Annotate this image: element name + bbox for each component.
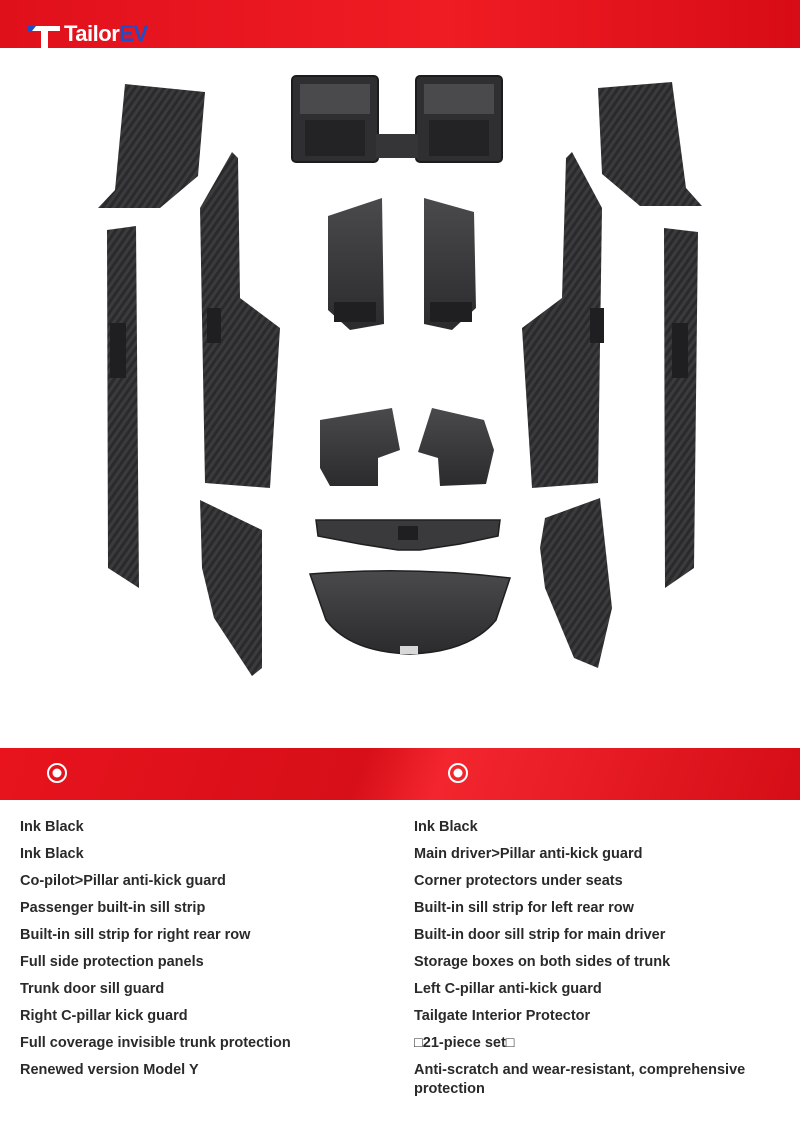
spec-item: Built-in sill strip for left rear row xyxy=(414,900,634,916)
right-c-pillar-guard xyxy=(540,498,612,668)
spec-item: Trunk door sill guard xyxy=(20,981,165,997)
target-icon xyxy=(447,762,469,784)
tailgate-interior-protector xyxy=(310,571,510,654)
interior-protector-set-icon xyxy=(0,48,800,748)
brand-wordmark xyxy=(64,20,148,48)
spec-list xyxy=(0,800,800,1125)
spec-item: Corner protectors under seats xyxy=(414,873,623,889)
spec-item: Passenger built-in sill strip xyxy=(20,900,206,916)
spec-item: Ink Black xyxy=(414,819,478,835)
spec-item: Right C-pillar kick guard xyxy=(20,1008,188,1024)
left-c-pillar-guard xyxy=(200,500,262,676)
logo-mark-icon xyxy=(26,20,62,48)
spec-column-left xyxy=(20,818,390,1088)
right-trunk-storage-box xyxy=(418,408,494,486)
spec-item: Main driver>Pillar anti-kick guard xyxy=(414,846,643,862)
section-banner xyxy=(0,748,800,800)
spec-item: Tailgate Interior Protector xyxy=(414,1008,591,1024)
spec-item: Anti-scratch and wear-resistant, comprehensive protection xyxy=(414,1062,746,1097)
spec-item: Full coverage invisible trunk protection xyxy=(20,1035,291,1051)
spec-item: Ink Black xyxy=(20,846,84,862)
left-trunk-storage-box xyxy=(320,408,400,486)
spec-item: Renewed version Model Y xyxy=(20,1062,199,1078)
spec-item: Storage boxes on both sides of trunk xyxy=(414,954,671,970)
brand-logo xyxy=(26,18,148,48)
target-icon xyxy=(46,762,68,784)
brand-name-accent: EV xyxy=(119,21,148,46)
spec-item: Co-pilot>Pillar anti-kick guard xyxy=(20,873,226,889)
spec-column-right xyxy=(414,818,784,1107)
brand-name-main: Tailor xyxy=(64,21,120,46)
spec-item: Full side protection panels xyxy=(20,954,204,970)
spec-item: □21-piece set□ xyxy=(414,1035,515,1051)
seat-corner-protectors xyxy=(292,76,502,162)
spec-item: Left C-pillar anti-kick guard xyxy=(414,981,602,997)
right-top-kick-guard xyxy=(598,82,702,206)
product-image xyxy=(0,48,800,748)
spec-item: Built-in door sill strip for main driver xyxy=(414,927,666,943)
left-sill-strip xyxy=(107,226,139,588)
right-sill-strip xyxy=(664,228,698,588)
left-top-kick-guard xyxy=(98,84,205,208)
spec-item: Built-in sill strip for right rear row xyxy=(20,927,251,943)
spec-item: Ink Black xyxy=(20,819,84,835)
top-banner xyxy=(0,0,800,48)
